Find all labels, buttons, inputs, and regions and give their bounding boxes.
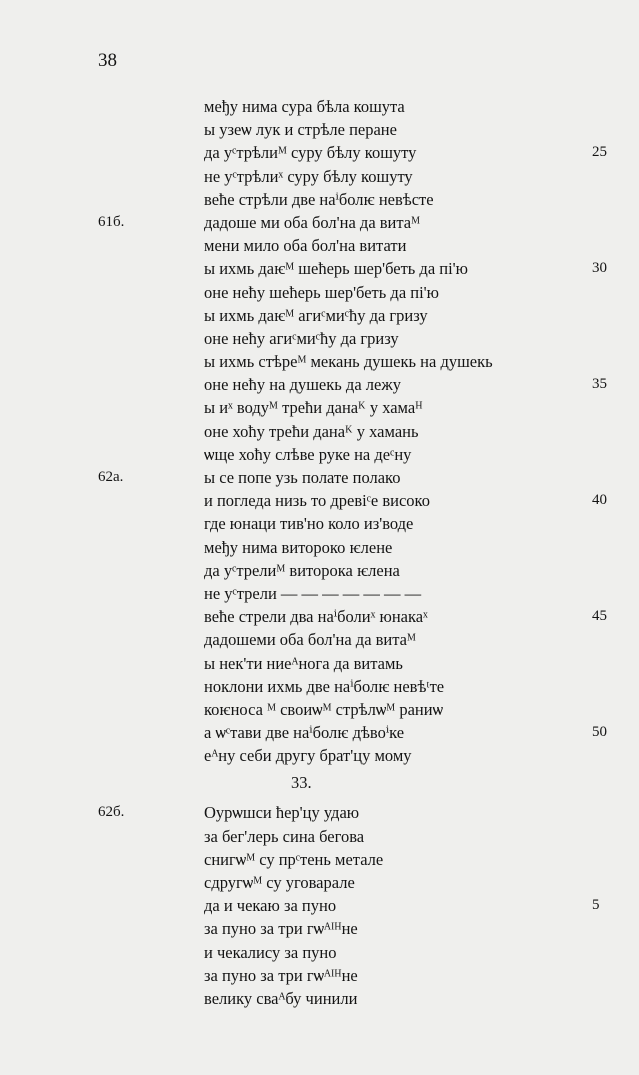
folio-marker: 62б. — [98, 804, 125, 821]
verse-text: Оурѡшси ћер'цу удаю — [204, 803, 360, 823]
verse-text: и погледа низь то древіᶜе високо — [204, 491, 430, 511]
verse-text: за пуно за три гѡᴬᴵᴴне — [204, 965, 358, 985]
verse-text: да уᶜтрѣлиᴹ суру бѣлу кошуту — [204, 143, 417, 163]
verse-text: а ѡᶜтави две наⁱболѥ дѣвоⁱке — [204, 723, 405, 743]
line-number: 40 — [592, 492, 607, 509]
verse-line — [204, 396, 574, 419]
verse-text: где юнаци тив'но коло из'воде — [204, 514, 414, 534]
verse-line — [204, 512, 574, 535]
page-number: 38 — [98, 50, 117, 71]
verse-line — [204, 698, 574, 721]
verse-line — [204, 141, 607, 164]
verse-text: за бег'лерь сина бегова — [204, 826, 365, 846]
verse-text: ы се попе узь полате полако — [204, 468, 401, 487]
verse-line — [204, 536, 574, 559]
verse-line — [204, 825, 574, 848]
verse-text: веће стрѣли две наⁱболѥ невѣсте — [204, 189, 434, 209]
verse-line — [204, 489, 607, 512]
verse-text: дадошеми оба бол'на да витаᴹ — [204, 630, 416, 650]
verse-line — [204, 95, 574, 118]
verse-text: оне нећу на душекь да лежу — [204, 375, 401, 395]
verse-line — [204, 964, 574, 987]
verse-line — [204, 118, 574, 141]
verse-line — [204, 304, 574, 327]
line-number: 5 — [592, 897, 600, 914]
verse-line — [204, 675, 574, 698]
line-number: 30 — [592, 260, 607, 277]
verse-line — [204, 350, 574, 373]
verse-text: ѡще хоћу слѣве руке на деᶜну — [204, 444, 412, 464]
verse-line — [204, 894, 600, 917]
verse-line — [204, 373, 607, 396]
song-lines — [98, 801, 600, 1010]
verse-text: веће стрели два наⁱболиˣ юнакаˣ — [204, 607, 428, 627]
folio-marker: 62а. — [98, 469, 124, 485]
verse-text: велику сваᴬбу чинили — [204, 988, 358, 1008]
verse-line — [204, 721, 607, 744]
verse-line — [204, 652, 574, 675]
line-number: 25 — [592, 144, 607, 161]
verse-text: ноклони ихмь две наⁱболѥ невѣᵗте — [204, 676, 445, 696]
verse-line — [204, 234, 574, 257]
verse-text: међу нима витороко ѥлене — [204, 537, 393, 557]
verse-text: дадоше ми оба бол'на да витаᴹ — [204, 212, 421, 232]
verse-line — [204, 188, 574, 211]
verse-line — [204, 420, 574, 443]
verse-line — [204, 257, 607, 280]
verse-line — [204, 165, 574, 188]
verse-text: ы нек'ти ниеᴬнога да витамь — [204, 653, 403, 673]
verse-text: сдругѡᴹ су уговарале — [204, 873, 355, 892]
verse-text: ы ихмь даѥᴹ шећерь шер'беть да пі'ю — [204, 259, 468, 279]
folio-marker: 61б. — [98, 213, 125, 230]
verse-line — [204, 941, 574, 964]
verse-line — [204, 559, 574, 582]
verse-line — [204, 871, 574, 894]
verse-text: да и чекаю за пуно — [204, 896, 337, 916]
line-number: 35 — [592, 376, 607, 393]
verse-text: оне хоћу трећи данаᴷ у хамань — [204, 421, 419, 441]
poem-block — [98, 95, 607, 1010]
verse-text: ы ихмь даѥᴹ агиᶜмиᶜћу да гризу — [204, 305, 428, 325]
verse-text: оне нећу агиᶜмиᶜћу да гризу — [204, 328, 399, 348]
verse-text: не уᶜтрѣлиˣ суру бѣлу кошуту — [204, 166, 413, 186]
verse-lines — [98, 95, 607, 767]
line-number: 45 — [592, 608, 607, 625]
song-number-heading: 33. — [291, 773, 312, 793]
verse-line — [204, 281, 574, 304]
verse-text: за пуно за три гѡᴬᴵᴴне — [204, 919, 358, 939]
verse-line — [204, 848, 574, 871]
verse-line — [204, 744, 574, 767]
verse-line — [204, 987, 574, 1010]
verse-text: ы иˣ водуᴹ трећи данаᴷ у хамаᴴ — [204, 398, 423, 418]
verse-line — [204, 917, 574, 940]
verse-line — [204, 327, 574, 350]
verse-line — [98, 211, 574, 234]
verse-text: снигѡᴹ су прᶜтень метале — [204, 849, 384, 869]
verse-text: међу нима сура бѣла кошута — [204, 97, 405, 116]
verse-line — [98, 801, 574, 824]
verse-text: и чекалису за пуно — [204, 942, 337, 962]
line-number: 50 — [592, 724, 607, 741]
verse-text: ы узеѡ лук и стрѣле перане — [204, 120, 397, 140]
verse-line — [98, 466, 574, 489]
verse-text: оне нећу шећерь шер'беть да пі'ю — [204, 282, 439, 302]
verse-line — [204, 628, 574, 651]
verse-text: ы ихмь стѣреᴹ мекань душекь на душекь — [204, 352, 493, 372]
verse-text: да уᶜтрелиᴹ виторока ѥлена — [204, 560, 400, 580]
verse-text: коѥноса ᴹ своиѡᴹ стрѣлѡᴹ раниѡ — [204, 699, 444, 719]
verse-text: не уᶜтрели — — — — — — — — [204, 583, 422, 603]
verse-text: еᴬну себи другу брат'цу мому — [204, 746, 412, 766]
verse-line — [204, 443, 574, 466]
verse-line — [204, 582, 574, 605]
verse-line — [204, 605, 607, 628]
verse-text: мени мило оба бол'на витати — [204, 236, 407, 256]
